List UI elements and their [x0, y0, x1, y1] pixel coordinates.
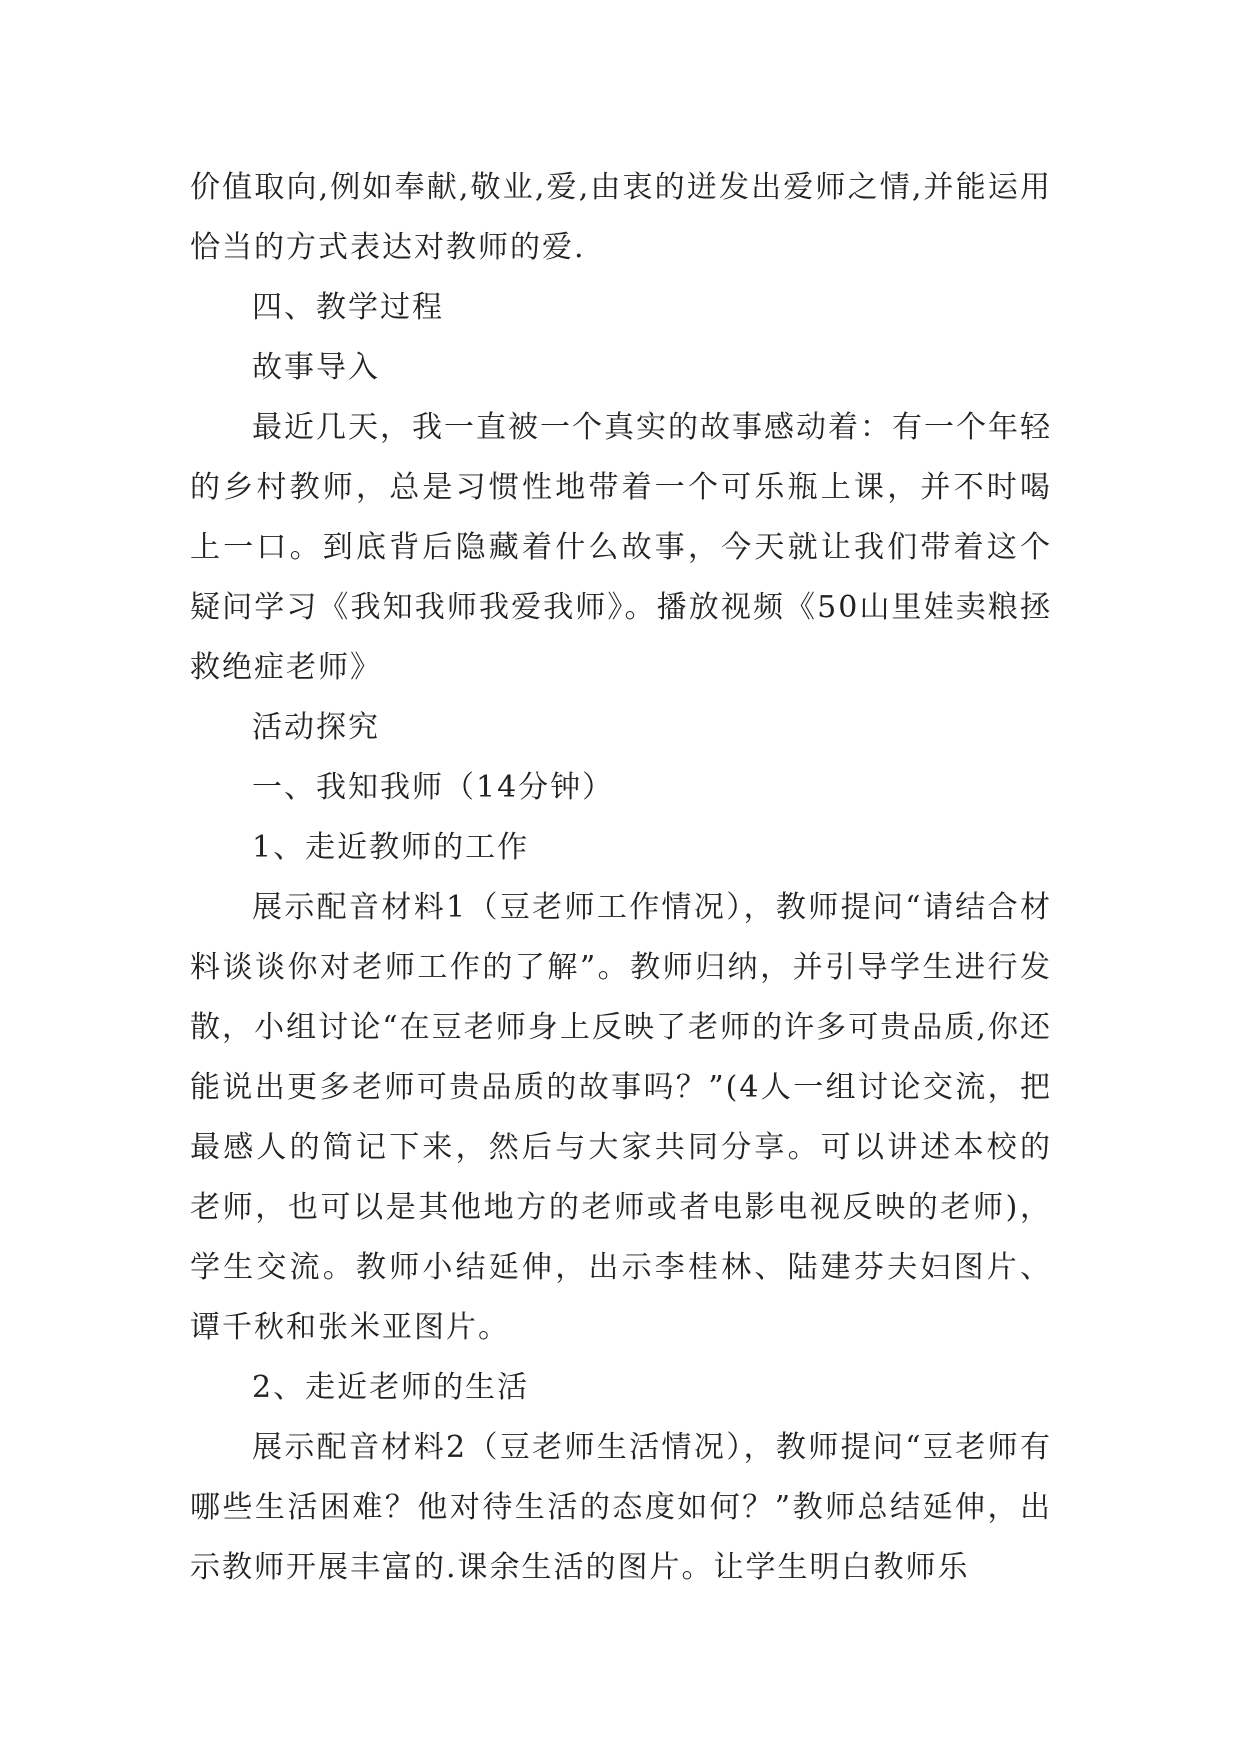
paragraph-value-orientation: 价值取向,例如奉献,敬业,爱,由衷的迸发出爱师之情,并能运用恰当的方式表达对教师的爱.	[190, 170, 1052, 265]
paragraph-teacher-life: 展示配音材料2（豆老师生活情况），教师提问“豆老师有哪些生活困难？他对待生活的态度如何？”教师总结延伸，出示教师开展丰富的.课余生活的图片。让学生明白教师乐	[190, 1430, 1052, 1585]
heading-teacher-work: 1、走近教师的工作	[252, 830, 530, 865]
heading-activity-exploration: 活动探究	[252, 710, 380, 745]
paragraph-story: 最近几天，我一直被一个真实的故事感动着：有一个年轻的乡村教师，总是习惯性地带着一个可乐瓶上课，并不时喝上一口。到底背后隐藏着什么故事，今天就让我们带着这个疑问学习《我知我师我爱我师》。播放视频《50山里娃卖粮拯救绝症老师》	[190, 410, 1052, 685]
heading-teaching-process: 四、教学过程	[252, 290, 444, 325]
heading-know-my-teacher: 一、我知我师（14分钟）	[252, 770, 615, 805]
document-body	[190, 158, 1052, 1598]
heading-story-intro: 故事导入	[252, 350, 380, 385]
paragraph-teacher-work: 展示配音材料1（豆老师工作情况），教师提问“请结合材料谈谈你对老师工作的了解”。教师归纳，并引导学生进行发散，小组讨论“在豆老师身上反映了老师的许多可贵品质,你还能说出更多老师可贵品质的故事吗？”(4人一组讨论交流，把最感人的简记下来，然后与大家共同分享。可以讲述本校的老师，也可以是其他地方的老师或者电影电视反映的老师)，学生交流。教师小结延伸，出示李桂林、陆建芬夫妇图片、谭千秋和张米亚图片。	[190, 890, 1052, 1345]
heading-teacher-life: 2、走近老师的生活	[252, 1370, 530, 1405]
